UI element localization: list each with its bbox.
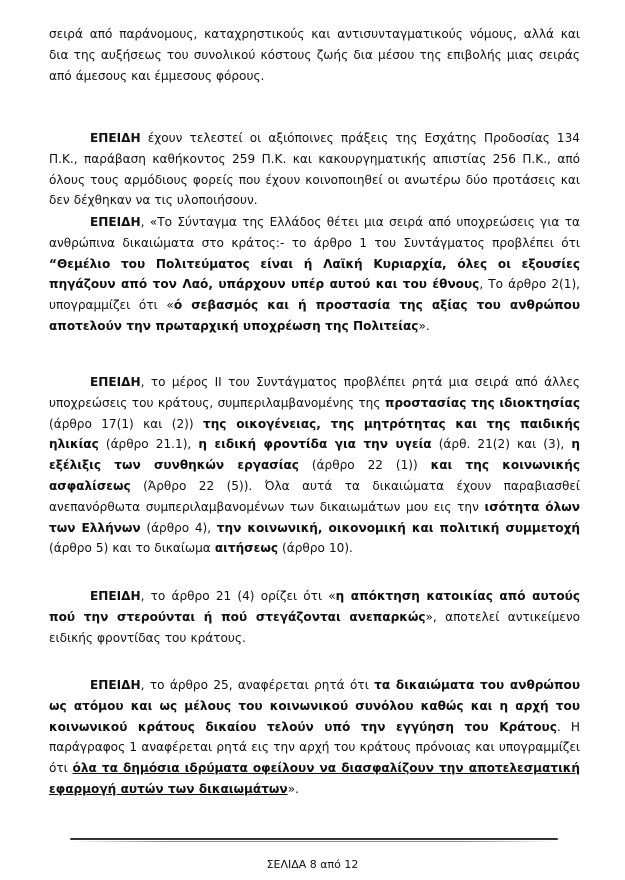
emphasized-text: τα δικαιώματα του ανθρώπου ως ατόμου και ως μέλους του κοινωνικού συνόλου καθώς και η αρχή του κοινωνικού κράτους δικαίου τελούν υπό την εγγύηση του Κράτους [49,678,580,734]
paragraph [49,675,580,800]
body-text: (άρθ. 21(2) και (3), [431,437,572,452]
page-number: ΣΕΛΙΔΑ 8 από 12 [266,858,359,871]
body-text: (άρθρο 17(1) και (2)) [49,416,203,431]
emphasized-text: όλα τα δημόσια ιδρύματα οφείλουν να διασφαλίζουν την αποτελεσματική εφαρμογή αυτών των δικαιωμάτων [49,761,580,796]
emphasized-text: η εξέλιξις των συνθηκών εργασίας [49,437,580,473]
emphasized-text: ό σεβασμός και ή προστασία της αξίας του ανθρώπου αποτελούν την πρωταρχική υποχρέωση της Πολιτείας [49,298,580,333]
emphasized-text: η ειδική φροντίδα για την υγεία [198,437,432,452]
body-text: , Το άρθρο 2(1), υπογραμμίζει ότι « [49,277,581,313]
emphasized-text: ΕΠΕΙΔΗ [90,589,141,603]
emphasized-text: ΕΠΕΙΔΗ [90,375,141,389]
body-text: , «Το Σύνταγμα της Ελλάδος θέτει μια σειρά από υποχρεώσεις για τα ανθρώπινα δικαιώματα στο κράτος:- το άρθρο 1 του Συντάγματος προβλέπει ότι [49,215,580,250]
body-text: , το άρθρο 25, αναφέρεται ρητά ότι [140,678,375,692]
emphasized-text: ΕΠΕΙΔΗ [90,678,141,692]
emphasized-text: ισότητα όλων των Ελλήνων [49,499,581,535]
emphasized-text: και της κοινωνικής ασφαλίσεως [49,458,580,493]
paragraph [49,372,580,559]
body-text: , το μέρος ΙΙ του Συντάγματος προβλέπει ρητά μια σειρά από άλλες υποχρεώσεις του κράτους, συμπεριλαμβανομένης της [49,375,580,410]
emphasized-text: την κοινωνική, οικονομική και πολιτική συμμετοχή [216,520,580,535]
body-text: ». [287,781,299,796]
body-text: (Άρθρο 22 (5)). Όλα αυτά τα δικαιώματα έχουν παραβιασθεί ανεπανόρθωτα συμπεριλαμβανομένων των δικαιωμάτων μου εις την [49,478,580,514]
emphasized-text: αιτήσεως [214,541,279,556]
body-text: ». [418,318,430,333]
body-text: , το άρθρο 21 (4) ορίζει ότι « [140,589,336,603]
body-text: σειρά από παράνομους, καταχρηστικούς και αντισυνταγματικούς νόμους, αλλά και δια της αυξήσεως του συνολικού κόστους ζωής δια μέσου της επιβολής μιας σειράς από άμεσους και έμμεσους φόρους. [49,27,580,83]
body-text: (άρθρο 22 (1)) [298,458,431,473]
paragraph [49,212,580,337]
paragraph [49,24,580,86]
body-text: », αποτελεί αντικείμενο ειδικής φροντίδας του κράτους. [49,609,580,645]
paragraph [49,586,580,648]
body-text: (άρθρο 21.1), [98,437,199,452]
emphasized-text: της οικογένειας, της μητρότητας και της παιδικής ηλικίας [49,416,580,452]
emphasized-text: ΕΠΕΙΔΗ [90,215,141,229]
body-text: έχουν τελεστεί οι αξιόποινες πράξεις της Εσχάτης Προδοσίας 134 Π.Κ., παράβαση καθήκοντος 259 Π.Κ. και κακουργηματικής απιστίας 256 Π.Κ., από όλους τους αρμόδιους φορείς που έχουν κοινοποιηθεί οι ανωτέρω δύο προτάσεις και δεν δέχθηκαν να τις υλοποιήσουν. [49,131,580,208]
paragraph [49,128,580,211]
body-text: . Η παράγραφος 1 αναφέρεται ρητά εις την αρχή του κράτους πρόνοιας και υπογραμμίζει ότι [49,719,580,776]
emphasized-text: ΕΠΕΙΔΗ [90,131,141,145]
footer-divider [70,838,558,840]
body-text: (άρθρο 5) και το δικαίωμα [49,541,215,556]
emphasized-text: προστασίας της ιδιοκτησίας [384,395,580,410]
emphasized-text: “Θεμέλιο του Πολιτεύματος είναι ή Λαϊκή Κυριαρχία, όλες οι εξουσίες πηγάζουν από τον Λαό, υπάρχουν υπέρ αυτού και του έθνους [49,256,580,292]
body-text: (άρθρο 10). [278,541,353,556]
emphasized-text: η απόκτηση κατοικίας από αυτούς πού την στερούνται ή πού στεγάζονται ανεπαρκώς [49,589,581,624]
body-text: (άρθρο 4), [140,520,217,535]
